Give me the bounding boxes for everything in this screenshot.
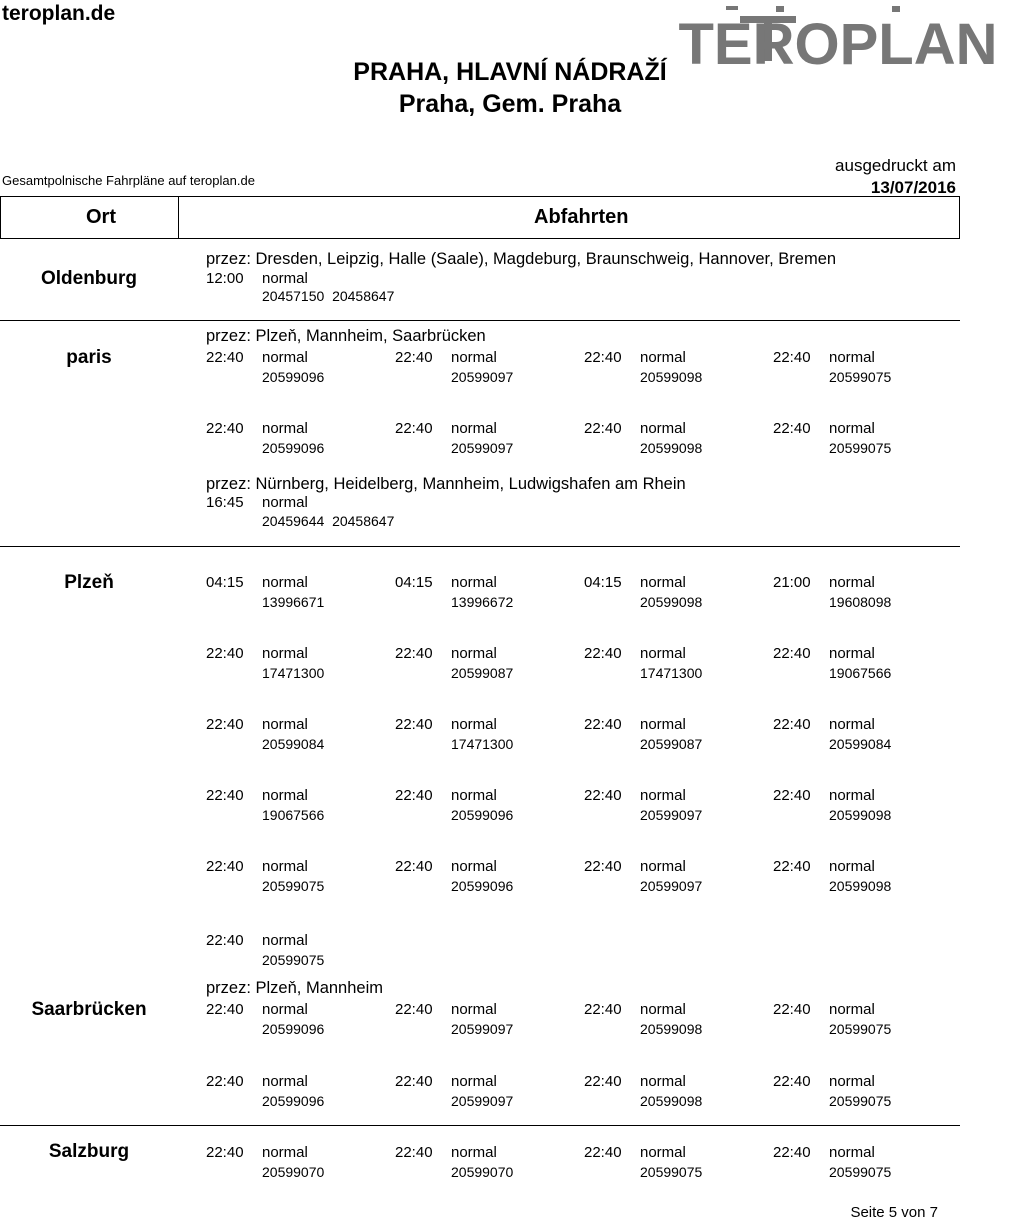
train-number: 20599098 — [829, 807, 892, 823]
teroplan-logo — [678, 2, 998, 77]
header-bottom-rule — [0, 238, 960, 239]
departure-time: 22:40 — [773, 858, 811, 875]
departure-time: 22:40 — [395, 858, 433, 875]
destination-name: Saarbrücken — [31, 999, 147, 1020]
train-number: 20599075 — [829, 1093, 892, 1109]
train-category: normal — [262, 494, 308, 511]
departure-time: 22:40 — [206, 1144, 244, 1161]
train-category: normal — [262, 1073, 308, 1090]
printed-date: 13/07/2016 — [870, 178, 956, 197]
train-category: normal — [451, 787, 497, 804]
train-number: 20599075 — [829, 1021, 892, 1037]
departure-time: 22:40 — [395, 1144, 433, 1161]
subheader: Gesamtpolnische Fahrpläne auf teroplan.de — [2, 173, 255, 188]
train-category: normal — [262, 1001, 308, 1018]
train-category: normal — [451, 349, 497, 366]
header-left-rule — [0, 196, 1, 238]
train-category: normal — [262, 420, 308, 437]
departure-time: 04:15 — [206, 574, 244, 591]
train-category: normal — [451, 574, 497, 591]
station-title: PRAHA, HLAVNÍ NÁDRAŽÍ — [353, 58, 667, 86]
route-via: przez: Nürnberg, Heidelberg, Mannheim, Ludwigshafen am Rhein — [206, 475, 686, 493]
train-category: normal — [829, 574, 875, 591]
train-number: 20599098 — [640, 369, 703, 385]
departure-time: 22:40 — [395, 787, 433, 804]
section-divider — [0, 320, 960, 321]
train-category: normal — [829, 349, 875, 366]
train-number: 20599098 — [640, 440, 703, 456]
train-number: 20599098 — [640, 1093, 703, 1109]
train-category: normal — [451, 1001, 497, 1018]
train-number: 20599070 — [451, 1164, 514, 1180]
departure-time: 22:40 — [584, 858, 622, 875]
train-number: 20599097 — [640, 878, 703, 894]
station-subtitle: Praha, Gem. Praha — [398, 90, 622, 118]
departure-time: 22:40 — [584, 1144, 622, 1161]
train-category: normal — [640, 858, 686, 875]
header-top-rule — [0, 196, 960, 197]
train-number: 20599096 — [262, 1021, 325, 1037]
departure-time: 22:40 — [206, 1001, 244, 1018]
departure-time: 04:15 — [395, 574, 433, 591]
train-number: 20599098 — [640, 594, 703, 610]
train-category: normal — [640, 574, 686, 591]
departure-time: 22:40 — [584, 1001, 622, 1018]
site-name: teroplan.de — [2, 2, 116, 25]
section-divider — [0, 1125, 960, 1126]
departure-time: 22:40 — [584, 645, 622, 662]
train-category: normal — [262, 574, 308, 591]
column-header-ort: Ort — [86, 206, 116, 228]
train-number: 20599097 — [451, 440, 514, 456]
train-number: 13996672 — [451, 594, 514, 610]
train-category: normal — [829, 645, 875, 662]
train-numbers: 20457150 20458647 — [262, 288, 395, 304]
route-via: przez: Dresden, Leipzig, Halle (Saale), Magdeburg, Braunschweig, Hannover, Bremen — [206, 250, 837, 268]
route-via: przez: Plzeň, Mannheim — [206, 979, 383, 997]
train-number: 20599087 — [451, 665, 514, 681]
train-category: normal — [451, 716, 497, 733]
train-category: normal — [262, 716, 308, 733]
train-category: normal — [640, 1001, 686, 1018]
departure-time: 22:40 — [584, 716, 622, 733]
departure-time: 22:40 — [395, 716, 433, 733]
train-number: 20599075 — [829, 1164, 892, 1180]
train-category: normal — [262, 349, 308, 366]
destination-name: paris — [66, 347, 112, 368]
train-category: normal — [829, 1073, 875, 1090]
train-category: normal — [640, 716, 686, 733]
train-number: 20599096 — [451, 878, 514, 894]
departure-time: 22:40 — [773, 420, 811, 437]
departure-time: 22:40 — [773, 645, 811, 662]
train-category: normal — [451, 420, 497, 437]
train-category: normal — [262, 787, 308, 804]
departure-time: 22:40 — [395, 420, 433, 437]
departure-time: 22:40 — [206, 716, 244, 733]
departure-time: 22:40 — [206, 858, 244, 875]
departure-time: 22:40 — [206, 645, 244, 662]
header-right-rule — [959, 196, 960, 238]
train-number: 20599097 — [451, 1093, 514, 1109]
train-category: normal — [829, 1144, 875, 1161]
section-divider — [0, 546, 960, 547]
train-number: 17471300 — [451, 736, 514, 752]
train-category: normal — [262, 858, 308, 875]
destination-name: Salzburg — [48, 1141, 130, 1162]
departure-time: 22:40 — [773, 1144, 811, 1161]
departure-time: 16:45 — [206, 494, 244, 511]
train-category: normal — [451, 1073, 497, 1090]
train-number: 20599098 — [829, 878, 892, 894]
departure-time: 22:40 — [773, 349, 811, 366]
destination-name: Oldenburg — [40, 268, 138, 289]
column-header-abfahrten: Abfahrten — [534, 206, 629, 228]
train-number: 19067566 — [829, 665, 892, 681]
train-category: normal — [451, 645, 497, 662]
train-number: 20599075 — [829, 440, 892, 456]
train-category: normal — [640, 645, 686, 662]
train-category: normal — [640, 1073, 686, 1090]
departure-time: 22:40 — [773, 787, 811, 804]
departure-time: 22:40 — [206, 932, 244, 949]
train-category: normal — [262, 270, 308, 287]
train-category: normal — [829, 1001, 875, 1018]
departure-time: 22:40 — [584, 420, 622, 437]
departure-time: 22:40 — [395, 1001, 433, 1018]
train-category: normal — [829, 858, 875, 875]
printed-label: ausgedruckt am — [835, 156, 956, 175]
route-via: przez: Plzeň, Mannheim, Saarbrücken — [206, 327, 486, 345]
train-category: normal — [262, 1144, 308, 1161]
departure-time: 04:15 — [584, 574, 622, 591]
departure-time: 22:40 — [206, 1073, 244, 1090]
svg-text:TEROPLAN: TEROPLAN — [678, 12, 998, 77]
train-number: 17471300 — [640, 665, 703, 681]
train-number: 20599070 — [262, 1164, 325, 1180]
departure-time: 22:40 — [206, 349, 244, 366]
train-number: 20599097 — [451, 1021, 514, 1037]
train-category: normal — [640, 420, 686, 437]
header-mid-rule — [178, 196, 179, 238]
train-number: 19608098 — [829, 594, 892, 610]
train-number: 20599097 — [451, 369, 514, 385]
train-number: 20599087 — [640, 736, 703, 752]
train-number: 20599097 — [640, 807, 703, 823]
train-number: 20599096 — [262, 369, 325, 385]
train-number: 20599084 — [262, 736, 325, 752]
train-number: 20599075 — [640, 1164, 703, 1180]
departure-time: 22:40 — [773, 1001, 811, 1018]
train-number: 17471300 — [262, 665, 325, 681]
train-category: normal — [640, 1144, 686, 1161]
departure-time: 22:40 — [773, 716, 811, 733]
destination-name: Plzeň — [64, 572, 114, 593]
departure-time: 22:40 — [773, 1073, 811, 1090]
train-number: 13996671 — [262, 594, 325, 610]
departure-time: 21:00 — [773, 574, 811, 591]
train-number: 20599096 — [451, 807, 514, 823]
departure-time: 22:40 — [395, 645, 433, 662]
departure-time: 22:40 — [206, 787, 244, 804]
train-category: normal — [829, 716, 875, 733]
departure-time: 22:40 — [584, 787, 622, 804]
train-number: 20599075 — [829, 369, 892, 385]
train-number: 20599096 — [262, 440, 325, 456]
train-category: normal — [829, 420, 875, 437]
page-number: Seite 5 von 7 — [850, 1204, 938, 1221]
departure-time: 12:00 — [206, 270, 244, 287]
train-number: 20599096 — [262, 1093, 325, 1109]
train-category: normal — [640, 349, 686, 366]
train-category: normal — [262, 932, 308, 949]
train-category: normal — [262, 645, 308, 662]
departure-time: 22:40 — [584, 349, 622, 366]
train-category: normal — [451, 858, 497, 875]
train-number: 20599075 — [262, 952, 325, 968]
train-number: 20599084 — [829, 736, 892, 752]
train-number: 19067566 — [262, 807, 325, 823]
train-category: normal — [829, 787, 875, 804]
train-number: 20599075 — [262, 878, 325, 894]
train-category: normal — [640, 787, 686, 804]
departure-time: 22:40 — [395, 1073, 433, 1090]
departure-time: 22:40 — [584, 1073, 622, 1090]
departure-time: 22:40 — [206, 420, 244, 437]
train-category: normal — [451, 1144, 497, 1161]
train-numbers: 20459644 20458647 — [262, 513, 395, 529]
printed-info — [835, 155, 956, 199]
departure-time: 22:40 — [395, 349, 433, 366]
train-number: 20599098 — [640, 1021, 703, 1037]
